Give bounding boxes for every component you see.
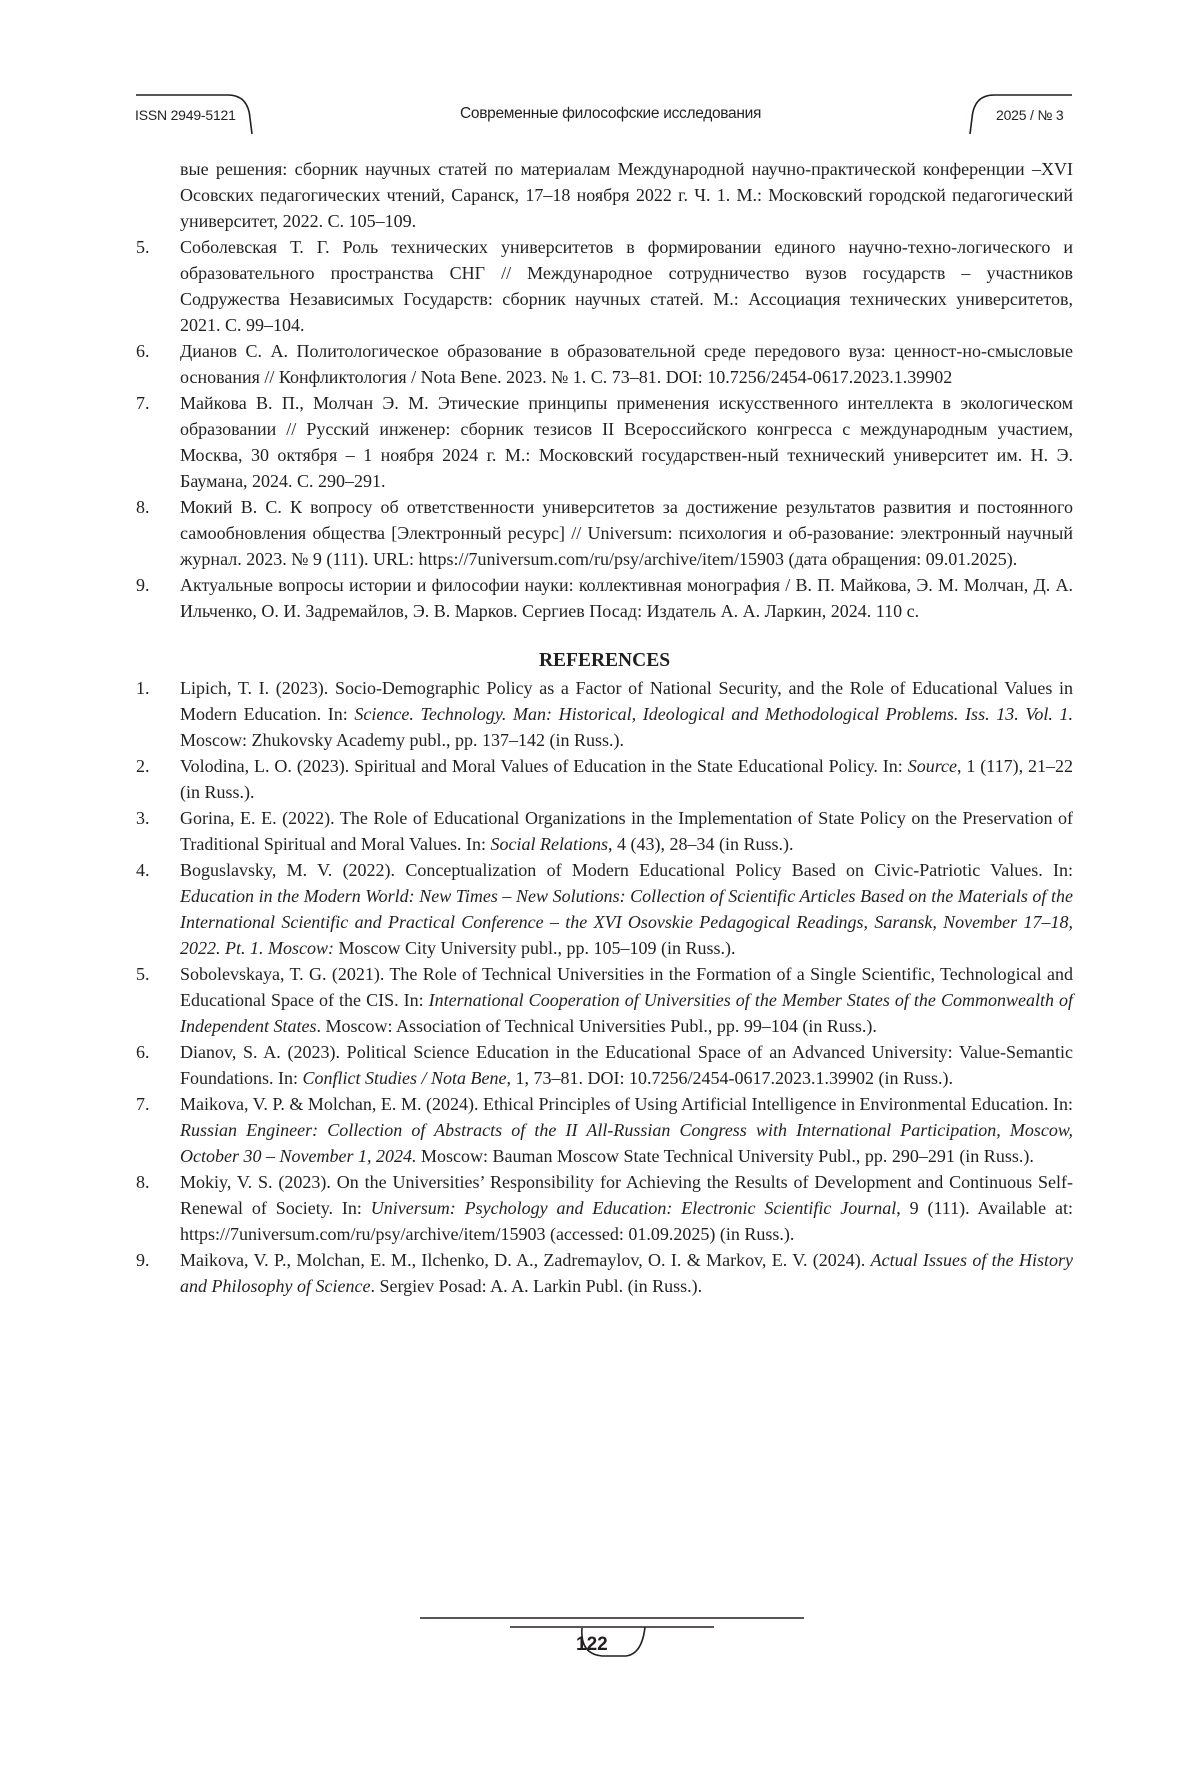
reference-number: 5.: [136, 234, 150, 260]
reference-text: Актуальные вопросы истории и философии науки: коллективная монография / В. П. Майкова, Э. М. Молчан, Д. А. Ильченко, О. И. Задремайлов, Э. В. Марков. Сергиев Посад: Издатель А. А. Ларкин, 2024. 110 с.: [180, 575, 1073, 621]
reference-text: Mokiy, V. S. (2023). On the Universities’ Responsibility for Achieving the Results of Development and Continuous Self-Renewal of Society. In:: [180, 1172, 1073, 1218]
journal-title: Современные философские исследования: [460, 105, 761, 123]
reference-number: 2.: [136, 753, 150, 779]
reference-source: Russian Engineer: Collection of Abstracts of the II All-Russian Congress with International Participation, Moscow, October 30 – November 1, 2024.: [180, 1120, 1073, 1166]
reference-number: 6.: [136, 1039, 150, 1065]
english-reference-list: [136, 675, 1073, 1299]
list-item: [136, 1247, 1073, 1299]
list-item: [136, 338, 1073, 390]
reference-text: Соболевская Т. Г. Роль технических университетов в формировании единого научно-техно-логического и образовательного пространства СНГ // Международное сотрудничество вузов государств – участников Содружества Независимых Государств: сборник научных статей. М.: Ассоциация технических университетов, 2021. С. 99–104.: [180, 237, 1073, 335]
reference-tail: , 1 (117), 21–22 (in Russ.).: [180, 756, 1073, 802]
list-item: [136, 1091, 1073, 1169]
reference-text: Volodina, L. O. (2023). Spiritual and Moral Values of Education in the State Educational Policy. In:: [180, 756, 908, 776]
reference-continuation: вые решения: сборник научных статей по материалам Международной научно-практической конференции –XVI Осовских педагогических чтений, Саранск, 17–18 ноября 2022 г. Ч. 1. М.: Московский городской педагогический университет, 2022. С. 105–109.: [180, 156, 1073, 234]
references-heading: REFERENCES: [136, 648, 1073, 674]
reference-tail: , 1, 73–81. DOI: 10.7256/2454-0617.2023.1.39902 (in Russ.).: [507, 1068, 954, 1088]
reference-source: Conflict Studies / Nota Bene: [303, 1068, 507, 1088]
reference-tail: . Moscow: Association of Technical Universities Publ., pp. 99–104 (in Russ.).: [316, 1016, 876, 1036]
reference-text: Мокий В. С. К вопросу об ответственности университетов за достижение результатов развития и постоянного самообновления общества [Электронный ресурс] // Universum: психология и об-разование: электронный научный журнал. 2023. № 9 (111). URL: https://7universum.com/ru/psy/archive/item/15903 (дата обращения: 09.01.2025).: [180, 497, 1073, 569]
list-item: [136, 961, 1073, 1039]
reference-tail: Moscow: Zhukovsky Academy publ., pp. 137–142 (in Russ.).: [180, 730, 624, 750]
reference-text: Boguslavsky, M. V. (2022). Conceptualization of Modern Educational Policy Based on Civic-Patriotic Values. In:: [180, 860, 1073, 880]
reference-text: Dianov, S. A. (2023). Political Science Education in the Educational Space of an Advanced University: Value-Semantic Foundations. In:: [180, 1042, 1073, 1088]
list-item: [136, 675, 1073, 753]
page-number: 122: [576, 1634, 608, 1656]
reference-source: Source: [908, 756, 957, 776]
reference-text: Gorina, E. E. (2022). The Role of Educational Organizations in the Implementation of State Policy on the Preservation of Traditional Spiritual and Moral Values. In:: [180, 808, 1073, 854]
reference-number: 8.: [136, 1169, 150, 1195]
reference-source: Actual Issues of the History and Philosophy of Science: [180, 1250, 1073, 1296]
reference-number: 7.: [136, 1091, 150, 1117]
page-header: [0, 0, 1200, 150]
reference-tail: Moscow City University publ., pp. 105–109 (in Russ.).: [334, 938, 736, 958]
list-item: [136, 753, 1073, 805]
reference-tail: . Sergiev Posad: A. A. Larkin Publ. (in Russ.).: [370, 1276, 702, 1296]
reference-source: Universum: Psychology and Education: Electronic Scientific Journal: [371, 1198, 896, 1218]
list-item: [136, 857, 1073, 961]
reference-tail: , 4 (43), 28–34 (in Russ.).: [608, 834, 794, 854]
reference-text: Maikova, V. P., Molchan, E. M., Ilchenko, D. A., Zadremaylov, O. I. & Markov, E. V. (2024).: [180, 1250, 871, 1270]
reference-tail: , 9 (111). Available at: https://7universum.com/ru/psy/archive/item/15903 (accessed: 01.09.2025) (in Russ.).: [180, 1198, 1073, 1244]
reference-source: International Cooperation of Universities of the Member States of the Commonwealth of Independent States: [180, 990, 1073, 1036]
reference-text: Sobolevskaya, T. G. (2021). The Role of Technical Universities in the Formation of a Single Scientific, Technological and Educational Space of the CIS. In:: [180, 964, 1073, 1010]
russian-reference-list: [136, 234, 1073, 624]
header-frame: [0, 0, 1200, 150]
reference-text: Maikova, V. P. & Molchan, E. M. (2024). Ethical Principles of Using Artificial Intelligence in Environmental Education. In:: [180, 1094, 1073, 1114]
reference-number: 6.: [136, 338, 150, 364]
reference-number: 7.: [136, 390, 150, 416]
reference-number: 4.: [136, 857, 150, 883]
reference-source: Science. Technology. Man: Historical, Ideological and Methodological Problems. Iss. 13. Vol. 1.: [354, 704, 1073, 724]
journal-issn: ISSN 2949-5121: [135, 107, 236, 123]
reference-number: 9.: [136, 1247, 150, 1273]
reference-number: 8.: [136, 494, 150, 520]
list-item: [136, 1169, 1073, 1247]
issue-number: 2025 / № 3: [996, 107, 1064, 123]
reference-number: 5.: [136, 961, 150, 987]
reference-text: Дианов С. А. Политологическое образование в образовательной среде передового вуза: ценност-но-смысловые основания // Конфликтология / Nota Bene. 2023. № 1. С. 73–81. DOI: 10.7256/2454-0617.2023.1.39902: [180, 341, 1073, 387]
reference-number: 9.: [136, 572, 150, 598]
list-item: [136, 572, 1073, 624]
reference-text: Lipich, T. I. (2023). Socio-Demographic Policy as a Factor of National Security, and the Role of Educational Values in Modern Education. In:: [180, 678, 1073, 724]
list-item: [136, 234, 1073, 338]
list-item: [136, 1039, 1073, 1091]
list-item: [136, 494, 1073, 572]
reference-number: 3.: [136, 805, 150, 831]
page-content: [136, 156, 1073, 1299]
reference-text: Майкова В. П., Молчан Э. М. Этические принципы применения искусственного интеллекта в экологическом образовании // Русский инженер: сборник тезисов II Всероссийского конгресса с международным участием, Москва, 30 октября – 1 ноября 2024 г. М.: Московский государствен-ный технический университет им. Н. Э. Баумана, 2024. С. 290–291.: [180, 393, 1073, 491]
reference-source: Social Relations: [490, 834, 607, 854]
reference-number: 1.: [136, 675, 150, 701]
reference-tail: Moscow: Bauman Moscow State Technical University Publ., pp. 290–291 (in Russ.).: [416, 1146, 1033, 1166]
list-item: [136, 805, 1073, 857]
reference-source: Education in the Modern World: New Times – New Solutions: Collection of Scientific Articles Based on the Materials of the International Scientific and Practical Conference – the XVI Osovskie Pedagogical Readings, Saransk, November 17–18, 2022. Pt. 1. Moscow:: [180, 886, 1073, 958]
list-item: [136, 390, 1073, 494]
